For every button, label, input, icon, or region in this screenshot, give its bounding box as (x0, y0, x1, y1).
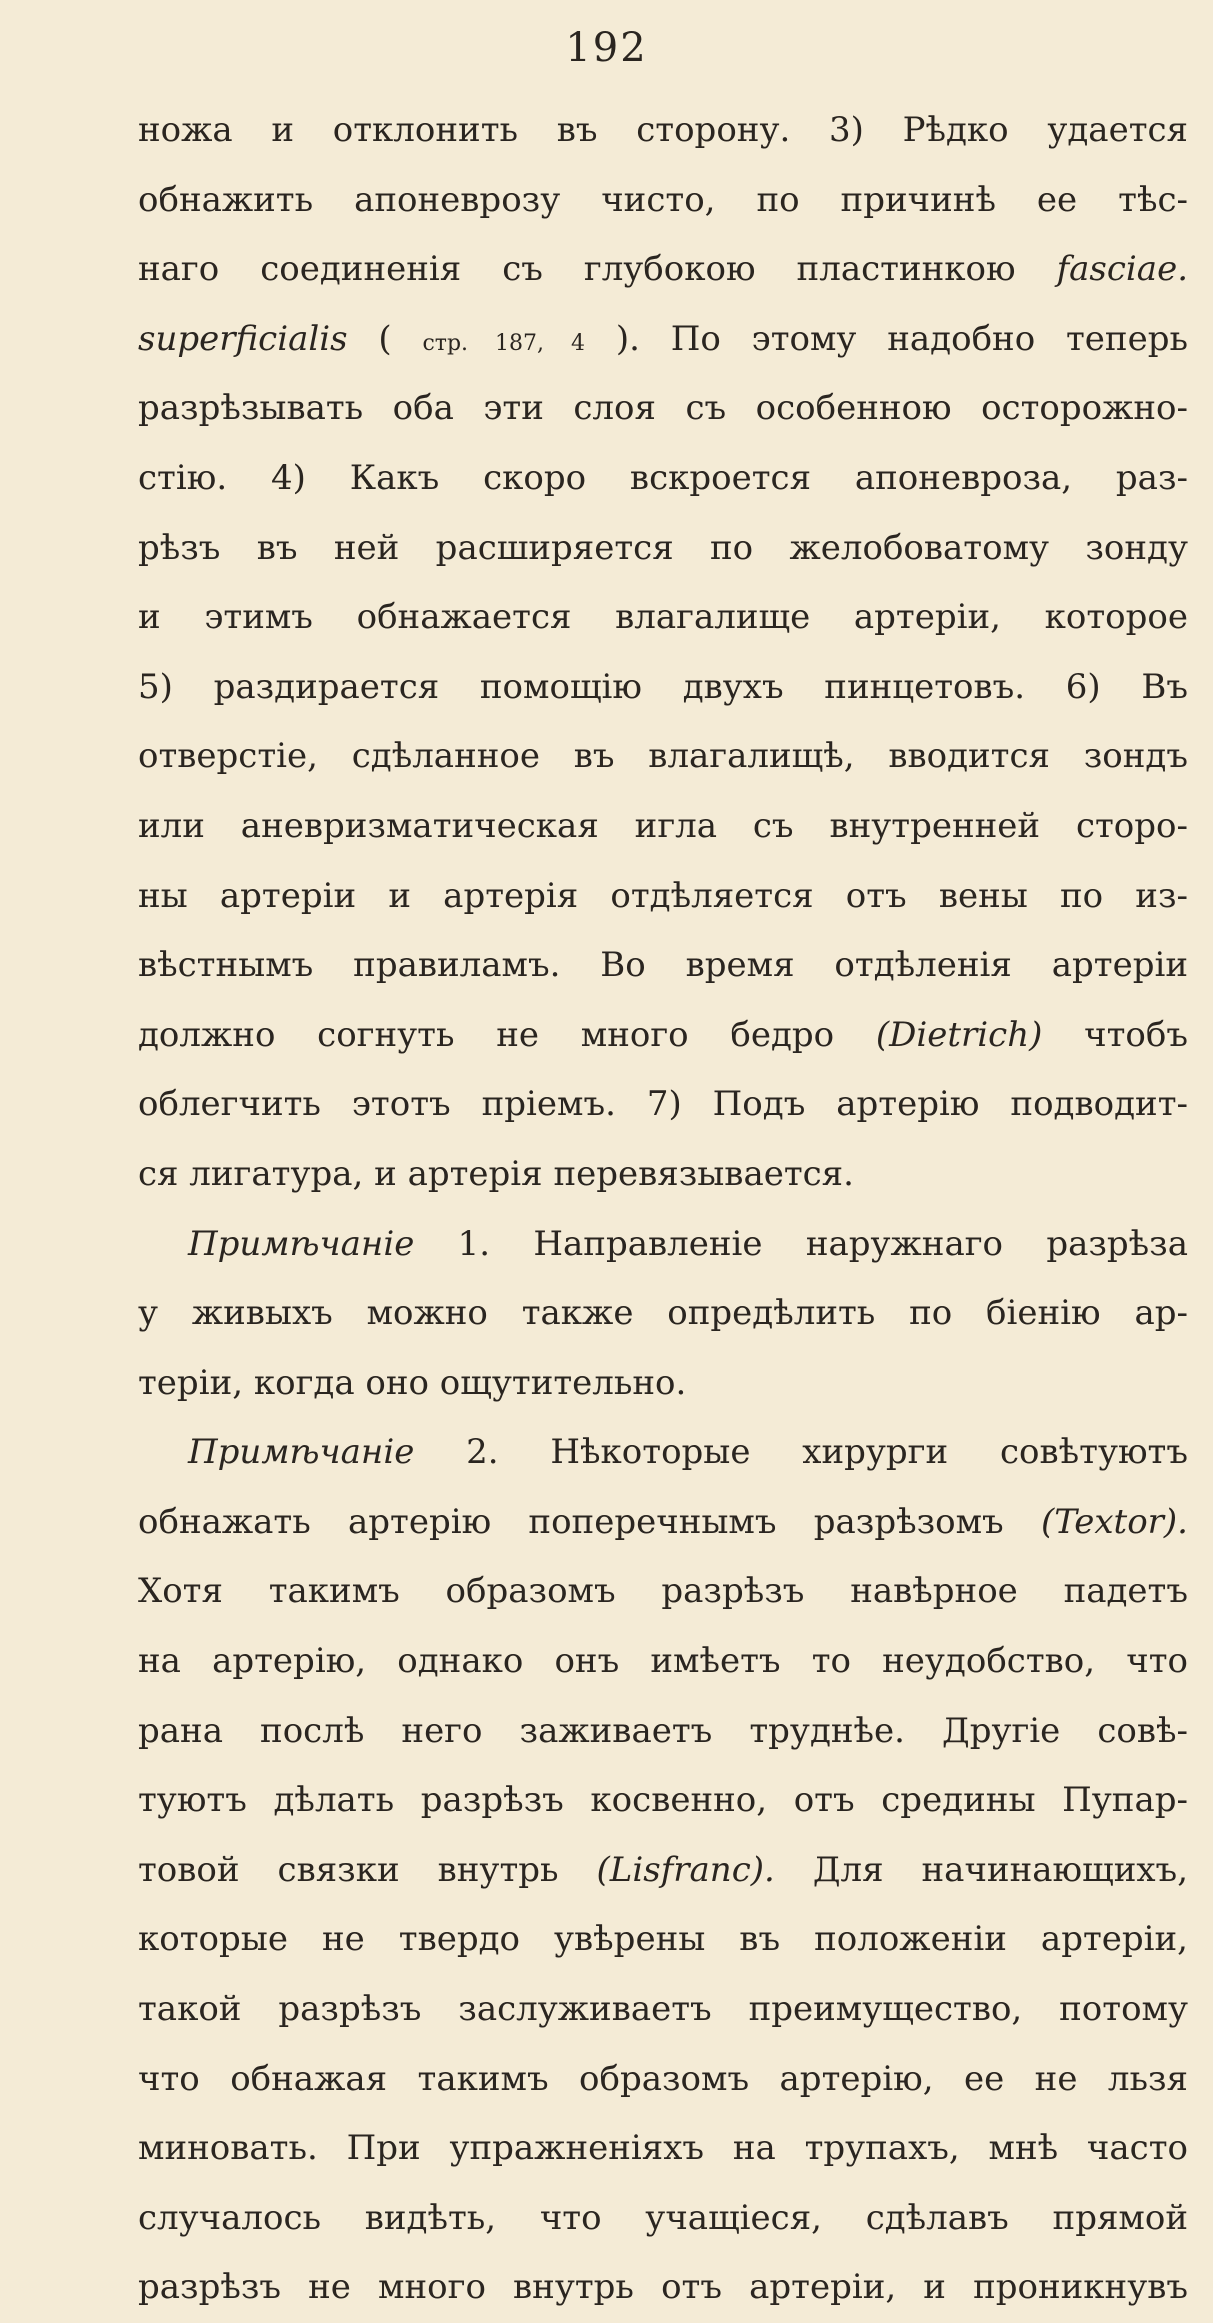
text-line (138, 1836, 1188, 1906)
text-segment: товой связки внутрь (138, 1849, 597, 1890)
reference-segment: стр. 187, 4 (422, 330, 586, 356)
text-segment: рана послѣ него заживаетъ труднѣе. Другіе совѣ- (138, 1710, 1188, 1751)
italic-segment: superficialis (138, 318, 348, 359)
text-segment: обнажать артерію поперечнымъ разрѣзомъ (138, 1501, 1041, 1542)
text-line (138, 305, 1188, 375)
text-line (138, 166, 1188, 236)
text-segment: разрѣзывать оба эти слоя съ особенною осторожно- (138, 388, 1188, 429)
text-segment: 2. Нѣкоторые хирурги совѣтуютъ (414, 1432, 1188, 1473)
text-segment: на артерію, однако онъ имѣетъ то неудобство, что (138, 1641, 1188, 1682)
text-segment: стію. 4) Какъ скоро вскроется апоневроза, раз- (138, 457, 1188, 498)
text-segment: миновать. При упражненіяхъ на трупахъ, мнѣ часто (138, 2128, 1188, 2169)
italic-segment: (Dietrich) (875, 1014, 1043, 1055)
text-line (138, 2045, 1188, 2115)
text-segment: ). По этому надобно теперь (585, 318, 1188, 359)
text-segment: у живыхъ можно также опредѣлить по біенію ар- (138, 1293, 1188, 1334)
text-segment: облегчить этотъ пріемъ. 7) Подъ артерію подводит- (138, 1084, 1188, 1125)
text-line (138, 1349, 1188, 1419)
text-line (138, 96, 1188, 166)
text-segment: должно согнуть не много бедро (138, 1014, 876, 1055)
text-line (138, 1140, 1188, 1210)
text-line (138, 862, 1188, 932)
body-text (138, 96, 1188, 2323)
text-line (138, 1627, 1188, 1697)
text-segment: что обнажая такимъ образомъ артерію, ее не льзя (138, 2058, 1188, 2099)
text-line (138, 1418, 1188, 1488)
text-segment: чтобъ (1042, 1014, 1188, 1055)
text-segment: обнажить апоневрозу чисто, по причинѣ ее тѣс- (138, 179, 1188, 220)
text-segment: Для начинающихъ, (774, 1849, 1188, 1890)
text-line (138, 2253, 1188, 2323)
text-segment: ножа и отклонить въ сторону. 3) Рѣдко удается (138, 110, 1188, 150)
italic-segment: fasciae. (1056, 249, 1188, 290)
text-line (138, 2114, 1188, 2184)
text-line (138, 1766, 1188, 1836)
italic-segment: (Lisfranc). (596, 1849, 775, 1890)
text-segment: рѣзъ въ ней расширяется по желобоватому зонду (138, 527, 1188, 568)
text-line (138, 374, 1188, 444)
text-segment: Хотя такимъ образомъ разрѣзъ навѣрное падетъ (138, 1571, 1188, 1612)
italic-segment: Примѣчаніе (188, 1223, 415, 1264)
text-segment: туютъ дѣлать разрѣзъ косвенно, отъ средины Пупар- (138, 1780, 1188, 1821)
text-segment: которые не твердо увѣрены въ положеніи артеріи, (138, 1919, 1188, 1960)
text-line (138, 514, 1188, 584)
text-segment: разрѣзъ не много внутрь отъ артеріи, и проникнувъ (138, 2267, 1188, 2308)
text-line (138, 583, 1188, 653)
text-segment: и этимъ обнажается влагалище артеріи, которое (138, 597, 1188, 638)
page-number: 192 (565, 25, 648, 71)
text-segment: такой разрѣзъ заслуживаетъ преимущество, потому (138, 1989, 1188, 2030)
text-segment: случалось видѣть, что учащіеся, сдѣлавъ прямой (138, 2197, 1188, 2238)
text-line (138, 1070, 1188, 1140)
text-segment: или аневризматическая игла съ внутренней сторо- (138, 805, 1188, 846)
italic-segment: Примѣчаніе (188, 1432, 415, 1473)
text-line (138, 1210, 1188, 1280)
text-segment: отверстіе, сдѣланное въ влагалищѣ, вводится зондъ (138, 736, 1188, 777)
text-line (138, 722, 1188, 792)
text-line (138, 792, 1188, 862)
text-line (138, 444, 1188, 514)
text-line (138, 235, 1188, 305)
text-segment: 5) раздирается помощію двухъ пинцетовъ. 6) Въ (138, 666, 1188, 707)
text-line (138, 1001, 1188, 1071)
text-line (138, 1697, 1188, 1767)
text-line (138, 1488, 1188, 1558)
text-line (138, 1975, 1188, 2045)
text-line (138, 2184, 1188, 2254)
text-line (138, 931, 1188, 1001)
text-line (138, 1279, 1188, 1349)
text-segment: наго соединенія съ глубокою пластинкою (138, 249, 1057, 290)
text-segment: вѣстнымъ правиламъ. Во время отдѣленія артеріи (138, 945, 1188, 986)
italic-segment: (Textor). (1040, 1501, 1188, 1542)
text-line (138, 653, 1188, 723)
text-line (138, 1557, 1188, 1627)
text-segment: ны артеріи и артерія отдѣляется отъ вены по из- (138, 875, 1188, 916)
text-segment: ( (347, 318, 423, 359)
text-segment: теріи, когда оно ощутительно. (138, 1362, 687, 1403)
text-segment: ся лигатура, и артерія перевязывается. (138, 1153, 854, 1194)
text-segment: 1. Направленіе наружнаго разрѣза (414, 1223, 1188, 1264)
text-line (138, 1905, 1188, 1975)
